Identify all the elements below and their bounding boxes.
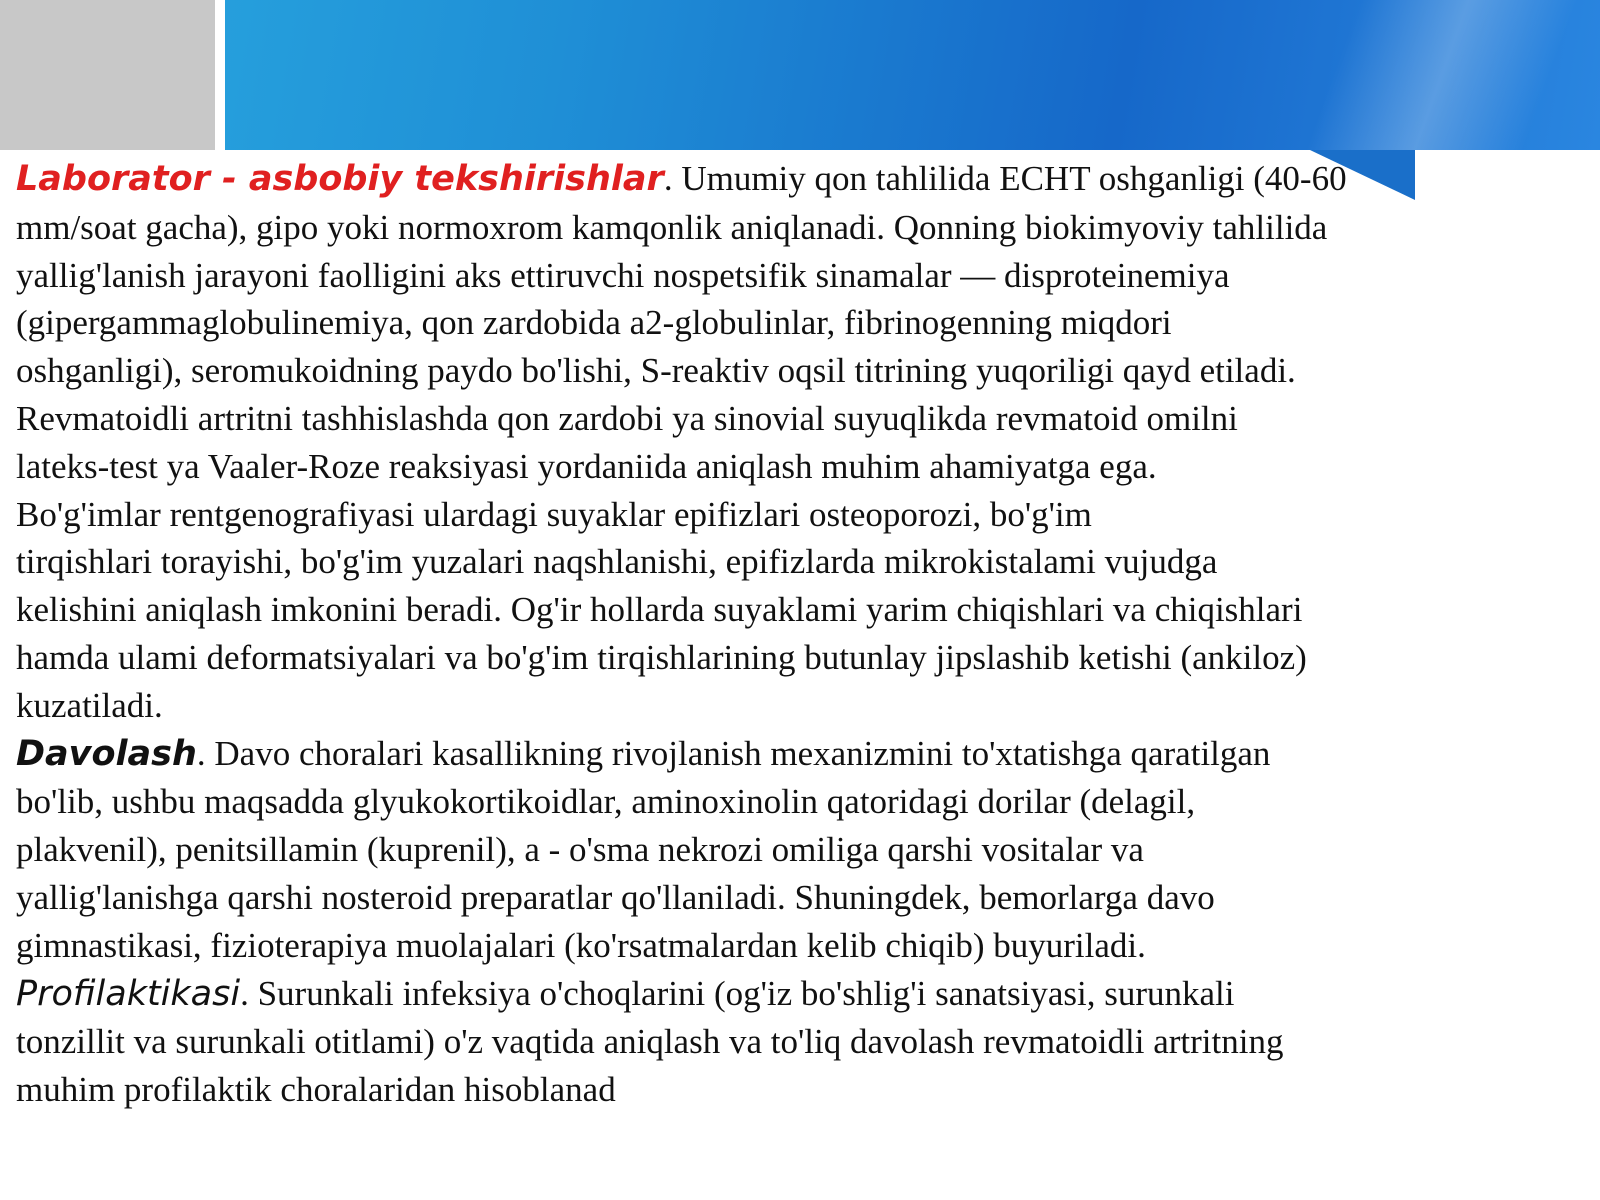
treatment-line: plakvenil), penitsillamin (kuprenil), a - o'sma nekrozi omiliga qarshi vositalar va — [16, 830, 1144, 870]
lab-line: Revmatoidli artritni tashhislashda qon zardobi ya sinovial suyuqlikda revmatoid omilni — [16, 398, 1238, 438]
lab-paragraph — [16, 155, 1576, 730]
lab-line: mm/soat gacha), gipo yoki normoxrom kamqonlik aniqlanadi. Qonning biokimyoviy tahlilida — [16, 207, 1328, 247]
treatment-line: gimnastikasi, fizioterapiya muolajalari (ko'rsatmalardan kelib chiqib) buyuriladi. — [16, 925, 1146, 965]
lab-line: yallig'lanish jarayoni faolligini aks ettiruvchi nospetsifik sinamalar — disproteinemiya — [16, 255, 1230, 295]
lab-line: kelishini aniqlash imkonini beradi. Og'ir hollarda suyaklami yarim chiqishlari va chiqishlari — [16, 590, 1303, 630]
prevention-line: tonzillit va surunkali otitlami) o'z vaqtida aniqlash va to'liq davolash revmatoidli artritning — [16, 1022, 1284, 1062]
treatment-line: yallig'lanishga qarshi nosteroid preparatlar qo'llaniladi. Shuningdek, bemorlarga davo — [16, 877, 1215, 917]
treatment-paragraph — [16, 730, 1576, 970]
lab-line: (gipergammaglobulinemiya, qon zardobida a2-globulinlar, fibrinogenning miqdori — [16, 303, 1172, 343]
prevention-paragraph — [16, 970, 1576, 1114]
treatment-line: bo'lib, ushbu maqsadda glyukokortikoidlar, aminoxinolin qatoridagi dorilar (delagil, — [16, 782, 1196, 822]
prevention-heading-punct: . — [240, 973, 249, 1013]
header-banner — [0, 0, 1600, 150]
prevention-heading: Profilaktikasi — [16, 973, 241, 1014]
treatment-heading: Davolash — [16, 733, 197, 774]
lab-line: hamda ulami deformatsiyalari va bo'g'im tirqishlarining butunlay jipslashib ketishi (ankiloz) — [16, 637, 1307, 677]
lab-heading: Laborator - asbobiy tekshirishlar — [16, 159, 664, 199]
lab-heading-punct: . — [663, 159, 673, 198]
prevention-line: muhim profilaktik choralaridan hisoblanad — [16, 1070, 616, 1110]
header-divider — [215, 0, 225, 150]
document-body — [16, 155, 1576, 1114]
lab-line: kuzatiladi. — [16, 685, 163, 725]
prevention-line: Surunkali infeksiya o'choqlarini (og'iz bo'shlig'i sanatsiyasi, surunkali — [248, 973, 1235, 1013]
treatment-line: Davo choralari kasallikning rivojlanish mexanizmini to'xtatishga qaratilgan — [205, 733, 1271, 773]
lab-line: tirqishlari torayishi, bo'g'im yuzalari naqshlanishi, epifizlarda mikrokistalami vujudga — [16, 542, 1218, 582]
lab-line: Umumiy qon tahlilida ECHT oshganligi (40-60 — [672, 159, 1347, 198]
lab-line: lateks-test ya Vaaler-Roze reaksiyasi yordaniida aniqlash muhim ahamiyatga ega. — [16, 446, 1157, 486]
lab-line: Bo'g'imlar rentgenografiyasi ulardagi suyaklar epifizlari osteoporozi, bo'g'im — [16, 494, 1092, 534]
header-gray-block — [0, 0, 215, 150]
treatment-heading-punct: . — [196, 733, 206, 773]
lab-line: oshganligi), seromukoidning paydo bo'lishi, S-reaktiv oqsil titrining yuqoriligi qayd etiladi. — [16, 351, 1296, 391]
